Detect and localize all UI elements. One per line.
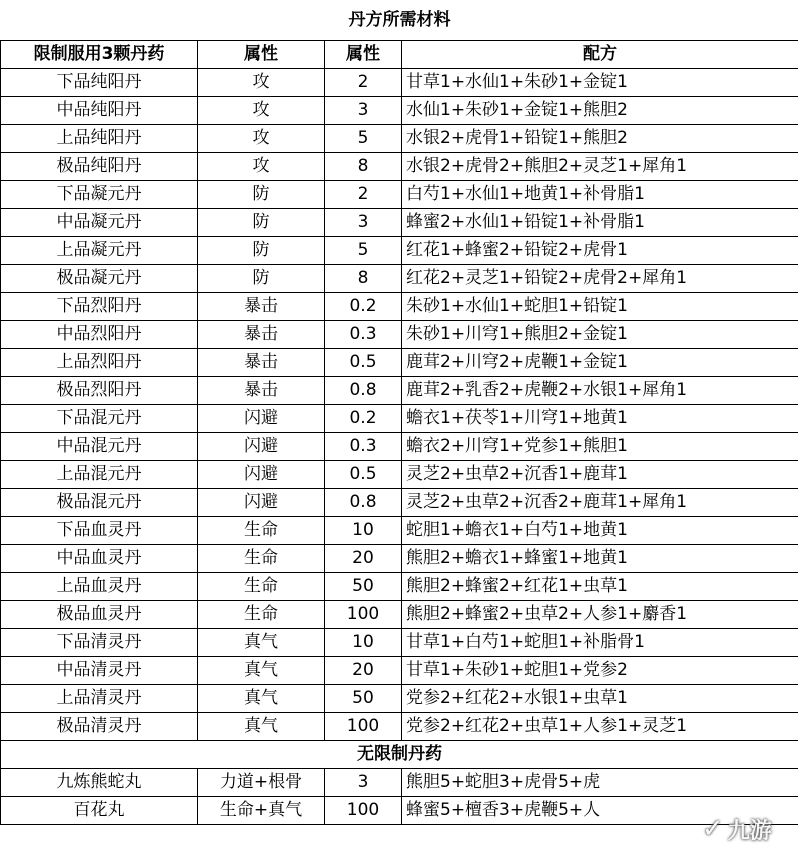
logo-icon: ✓ (702, 814, 724, 844)
cell-pill-name: 中品清灵丹 (1, 657, 198, 685)
cell-pill-name: 中品血灵丹 (1, 545, 198, 573)
cell-attribute-value: 0.8 (325, 377, 402, 405)
cell-attribute-value: 10 (325, 629, 402, 657)
header-recipe: 配方 (402, 41, 798, 69)
cell-recipe: 红花2+灵芝1+铅锭2+虎骨2+犀角1 (402, 265, 798, 293)
table-row (1, 97, 798, 125)
cell-attribute: 闪避 (198, 433, 325, 461)
cell-recipe: 灵芝2+虫草2+沉香1+鹿茸1 (402, 461, 798, 489)
cell-pill-name: 极品清灵丹 (1, 713, 198, 741)
cell-attribute: 攻 (198, 69, 325, 97)
cell-attribute: 防 (198, 237, 325, 265)
cell-recipe: 鹿茸2+乳香2+虎鞭2+水银1+犀角1 (402, 377, 798, 405)
cell-recipe: 熊胆2+蜂蜜2+红花1+虫草1 (402, 573, 798, 601)
cell-recipe: 灵芝2+虫草2+沉香2+鹿茸1+犀角1 (402, 489, 798, 517)
table-row (1, 405, 798, 433)
cell-attribute-value: 8 (325, 265, 402, 293)
cell-pill-name: 极品血灵丹 (1, 601, 198, 629)
cell-pill-name: 中品混元丹 (1, 433, 198, 461)
table-row (1, 237, 798, 265)
cell-attribute: 暴击 (198, 293, 325, 321)
cell-attribute: 生命 (198, 601, 325, 629)
table-row (1, 685, 798, 713)
cell-attribute: 攻 (198, 153, 325, 181)
cell-pill-name: 下品烈阳丹 (1, 293, 198, 321)
table-row (1, 293, 798, 321)
cell-recipe: 党参2+红花2+水银1+虫草1 (402, 685, 798, 713)
header-row (1, 41, 798, 69)
cell-pill-name: 下品混元丹 (1, 405, 198, 433)
cell-pill-name: 上品清灵丹 (1, 685, 198, 713)
cell-attribute-value: 0.3 (325, 321, 402, 349)
cell-recipe: 甘草1+水仙1+朱砂1+金锭1 (402, 69, 798, 97)
table-row (1, 573, 798, 601)
cell-attribute: 暴击 (198, 377, 325, 405)
table-row (1, 601, 798, 629)
cell-attribute: 生命 (198, 573, 325, 601)
cell-attribute-value: 50 (325, 685, 402, 713)
cell-pill-name: 上品凝元丹 (1, 237, 198, 265)
cell-attribute-value: 0.3 (325, 433, 402, 461)
cell-attribute: 暴击 (198, 349, 325, 377)
cell-recipe: 蟾衣1+茯苓1+川穹1+地黄1 (402, 405, 798, 433)
table-row (1, 377, 798, 405)
table-row (1, 545, 798, 573)
cell-attribute-value: 0.5 (325, 461, 402, 489)
table-row (1, 797, 798, 825)
cell-recipe: 熊胆2+蟾衣1+蜂蜜1+地黄1 (402, 545, 798, 573)
cell-recipe: 蛇胆1+蟾衣1+白芍1+地黄1 (402, 517, 798, 545)
cell-attribute: 生命 (198, 545, 325, 573)
cell-recipe: 蜂蜜2+水仙1+铅锭1+补骨脂1 (402, 209, 798, 237)
cell-attribute-value: 0.8 (325, 489, 402, 517)
cell-attribute: 真气 (198, 629, 325, 657)
cell-attribute: 真气 (198, 685, 325, 713)
cell-pill-name: 百花丸 (1, 797, 198, 825)
cell-attribute-value: 50 (325, 573, 402, 601)
section-title: 无限制丹药 (1, 741, 798, 769)
header-attribute-value: 属性 (325, 41, 402, 69)
cell-attribute: 生命+真气 (198, 797, 325, 825)
table-row (1, 321, 798, 349)
cell-pill-name: 九炼熊蛇丸 (1, 769, 198, 797)
cell-attribute: 暴击 (198, 321, 325, 349)
cell-recipe: 鹿茸2+川穹2+虎鞭1+金锭1 (402, 349, 798, 377)
cell-attribute-value: 100 (325, 797, 402, 825)
cell-attribute-value: 10 (325, 517, 402, 545)
cell-pill-name: 下品凝元丹 (1, 181, 198, 209)
cell-recipe: 熊胆5+蛇胆3+虎骨5+虎 (402, 769, 798, 797)
table-row (1, 349, 798, 377)
cell-attribute-value: 5 (325, 237, 402, 265)
cell-attribute: 防 (198, 209, 325, 237)
cell-attribute-value: 0.5 (325, 349, 402, 377)
cell-attribute: 真气 (198, 713, 325, 741)
cell-attribute: 攻 (198, 125, 325, 153)
cell-attribute: 生命 (198, 517, 325, 545)
cell-attribute-value: 8 (325, 153, 402, 181)
cell-attribute-value: 2 (325, 181, 402, 209)
cell-pill-name: 上品混元丹 (1, 461, 198, 489)
cell-attribute: 防 (198, 265, 325, 293)
cell-attribute: 闪避 (198, 461, 325, 489)
cell-recipe: 甘草1+朱砂1+蛇胆1+党参2 (402, 657, 798, 685)
header-pill-name: 限制服用3颗丹药 (1, 41, 198, 69)
title-row (1, 0, 798, 41)
cell-pill-name: 中品凝元丹 (1, 209, 198, 237)
table-row (1, 517, 798, 545)
cell-attribute: 闪避 (198, 489, 325, 517)
table-row (1, 181, 798, 209)
cell-attribute: 闪避 (198, 405, 325, 433)
cell-attribute: 力道+根骨 (198, 769, 325, 797)
table-title: 丹方所需材料 (1, 0, 798, 41)
cell-attribute-value: 20 (325, 657, 402, 685)
cell-recipe: 水银2+虎骨1+铅锭1+熊胆2 (402, 125, 798, 153)
table-row (1, 69, 798, 97)
cell-pill-name: 中品烈阳丹 (1, 321, 198, 349)
cell-recipe: 熊胆2+蜂蜜2+虫草2+人参1+麝香1 (402, 601, 798, 629)
watermark-text: 九游 (727, 818, 772, 844)
cell-recipe: 蜂蜜5+檀香3+虎鞭5+人 (402, 797, 798, 825)
cell-pill-name: 上品血灵丹 (1, 573, 198, 601)
table-row (1, 461, 798, 489)
cell-attribute-value: 3 (325, 769, 402, 797)
cell-pill-name: 极品凝元丹 (1, 265, 198, 293)
cell-recipe: 水仙1+朱砂1+金锭1+熊胆2 (402, 97, 798, 125)
table-row (1, 209, 798, 237)
cell-attribute: 防 (198, 181, 325, 209)
table-row (1, 629, 798, 657)
cell-pill-name: 下品血灵丹 (1, 517, 198, 545)
cell-attribute: 攻 (198, 97, 325, 125)
cell-pill-name: 上品烈阳丹 (1, 349, 198, 377)
cell-attribute-value: 100 (325, 713, 402, 741)
cell-pill-name: 极品纯阳丹 (1, 153, 198, 181)
table-row (1, 433, 798, 461)
cell-recipe: 蟾衣2+川穹1+党参1+熊胆1 (402, 433, 798, 461)
table-row (1, 125, 798, 153)
cell-recipe: 红花1+蜂蜜2+铅锭2+虎骨1 (402, 237, 798, 265)
table-row (1, 657, 798, 685)
table-row (1, 153, 798, 181)
cell-recipe: 白芍1+水仙1+地黄1+补骨脂1 (402, 181, 798, 209)
cell-recipe: 党参2+红花2+虫草1+人参1+灵芝1 (402, 713, 798, 741)
cell-attribute-value: 20 (325, 545, 402, 573)
cell-pill-name: 中品纯阳丹 (1, 97, 198, 125)
cell-attribute-value: 0.2 (325, 293, 402, 321)
cell-attribute: 真气 (198, 657, 325, 685)
cell-attribute-value: 3 (325, 97, 402, 125)
cell-recipe: 朱砂1+水仙1+蛇胆1+铅锭1 (402, 293, 798, 321)
cell-attribute-value: 5 (325, 125, 402, 153)
watermark-logo (702, 807, 792, 851)
table-row (1, 489, 798, 517)
cell-pill-name: 上品纯阳丹 (1, 125, 198, 153)
cell-attribute-value: 3 (325, 209, 402, 237)
cell-pill-name: 下品纯阳丹 (1, 69, 198, 97)
header-attribute: 属性 (198, 41, 325, 69)
cell-recipe: 水银2+虎骨2+熊胆2+灵芝1+犀角1 (402, 153, 798, 181)
section-row (1, 741, 798, 769)
cell-attribute-value: 100 (325, 601, 402, 629)
cell-pill-name: 极品混元丹 (1, 489, 198, 517)
table-row (1, 265, 798, 293)
cell-pill-name: 极品烈阳丹 (1, 377, 198, 405)
cell-attribute-value: 0.2 (325, 405, 402, 433)
cell-attribute-value: 2 (325, 69, 402, 97)
table-row (1, 713, 798, 741)
table-row (1, 769, 798, 797)
cell-recipe: 甘草1+白芍1+蛇胆1+补脂骨1 (402, 629, 798, 657)
cell-pill-name: 下品清灵丹 (1, 629, 198, 657)
cell-recipe: 朱砂1+川穹1+熊胆2+金锭1 (402, 321, 798, 349)
